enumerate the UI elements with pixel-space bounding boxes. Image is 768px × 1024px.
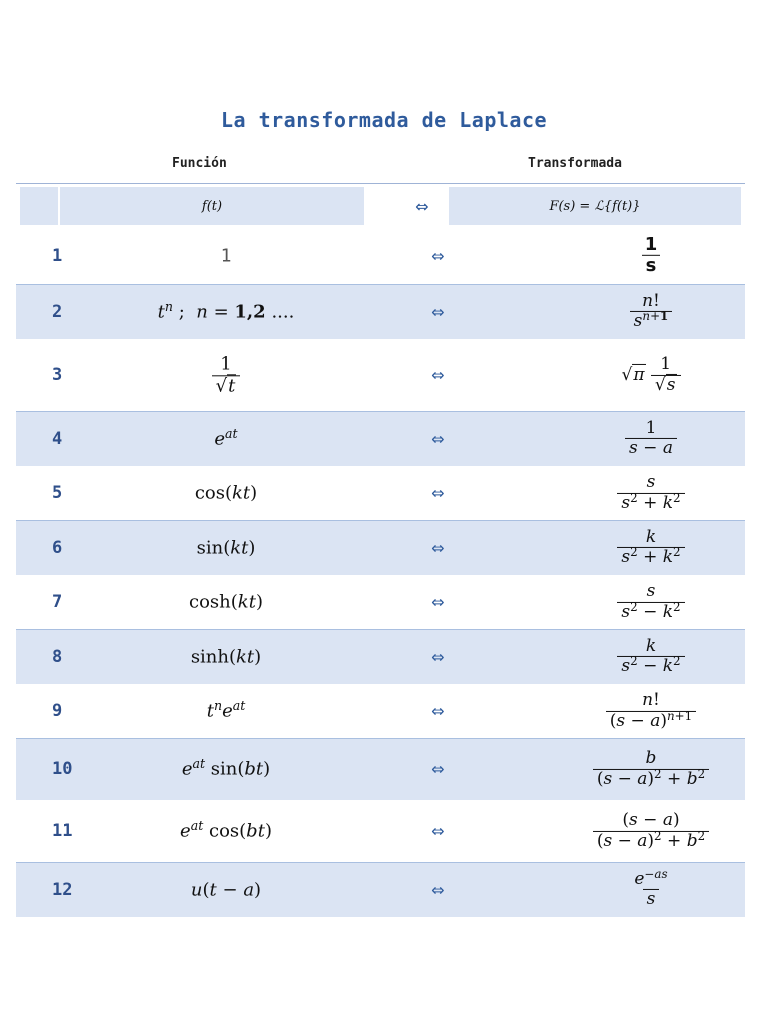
- function-column-header: Función: [172, 156, 227, 171]
- row-number: 8: [52, 646, 63, 667]
- row-number: 7: [52, 592, 63, 612]
- equivalence-arrow: ⇔: [431, 592, 445, 612]
- transform-cell: √π $\frac{1}{√s}$: [536, 355, 766, 395]
- table-row: [16, 576, 745, 628]
- equivalence-arrow: ⇔: [431, 246, 445, 265]
- table-row: [16, 862, 745, 917]
- function-cell: cos(kt): [194, 482, 258, 504]
- function-cell: sinh(kt): [190, 646, 262, 667]
- table-row: [16, 801, 745, 861]
- equivalence-arrow: ⇔: [431, 821, 445, 841]
- table-row: [16, 228, 745, 283]
- definition-blank-cell: [20, 187, 58, 225]
- transform-cell: $\frac{k}{s^2 - k^2}$: [536, 636, 766, 676]
- definition-function: f(t): [60, 187, 364, 225]
- equivalence-arrow: ⇔: [431, 302, 445, 321]
- header-divider: [16, 183, 745, 184]
- transform-cell: $\frac{n!}{(s - a)^{n+1}}$: [536, 691, 766, 731]
- equivalence-arrow: ⇔: [431, 701, 445, 721]
- table-row: [16, 340, 745, 410]
- transform-cell: $\frac{e^{-as}}{s}$: [634, 866, 668, 909]
- row-number: 9: [52, 701, 63, 721]
- definition-transform: F(s) = ℒ{f(t)}: [449, 187, 741, 225]
- equivalence-arrow: ⇔: [431, 880, 445, 899]
- row-number: 4: [52, 428, 63, 449]
- function-cell: $\frac{1}{√t}$: [126, 353, 326, 396]
- table-row: [16, 738, 745, 800]
- row-number: 11: [52, 821, 73, 841]
- row-number: 2: [52, 301, 63, 322]
- function-cell: $e^{at}$ cos(bt): [180, 818, 272, 842]
- equivalence-arrow: ⇔: [431, 759, 445, 779]
- row-number: 10: [52, 759, 73, 779]
- transform-cell: $\frac{1}{s - a}$: [536, 418, 766, 458]
- table-row: [16, 284, 745, 339]
- transform-cell: $\frac{n!}{s^{n+1}}$: [536, 291, 766, 331]
- transform-column-header: Transformada: [528, 156, 622, 171]
- table-row: [16, 685, 745, 737]
- page-title: La transformada de Laplace: [220, 108, 548, 132]
- row-number: 6: [52, 537, 63, 558]
- table-row: [16, 467, 745, 519]
- function-cell: $e^{at}$: [214, 425, 238, 449]
- transform-cell: $\frac{b}{(s - a)^2 + b^2}$: [536, 749, 766, 789]
- function-cell: $t^ne^{at}$: [206, 698, 246, 722]
- row-number: 5: [52, 483, 63, 503]
- equivalence-arrow: ⇔: [431, 365, 445, 385]
- function-cell: 1: [220, 245, 232, 266]
- row-number: 3: [52, 365, 63, 385]
- table-row: [16, 520, 745, 575]
- function-cell: $t^n$ ; n = 1,2 ....: [157, 298, 295, 322]
- equivalence-arrow: ⇔: [431, 483, 445, 503]
- table-row: [16, 629, 745, 684]
- definition-arrow: ⇔: [415, 197, 429, 216]
- function-cell: $e^{at}$ sin(bt): [181, 756, 271, 780]
- transform-cell: $\frac{(s - a)}{(s - a)^2 + b^2}$: [536, 811, 766, 851]
- equivalence-arrow: ⇔: [431, 538, 445, 557]
- equivalence-arrow: ⇔: [431, 647, 445, 666]
- equivalence-arrow: ⇔: [431, 429, 445, 448]
- transform-cell: $\frac{k}{s^2 + k^2}$: [536, 527, 766, 567]
- transform-cell: $\frac{s}{s^2 - k^2}$: [536, 582, 766, 622]
- transform-cell: $\frac{s}{s^2 + k^2}$: [536, 473, 766, 513]
- function-cell: cosh(kt): [189, 591, 263, 613]
- table-row: [16, 411, 745, 466]
- row-number: 1: [52, 245, 63, 266]
- row-number: 12: [52, 879, 73, 900]
- transform-cell: $\frac{1}{s}$: [536, 234, 766, 276]
- function-cell: u(t − a): [190, 879, 262, 900]
- function-cell: sin(kt): [196, 537, 256, 558]
